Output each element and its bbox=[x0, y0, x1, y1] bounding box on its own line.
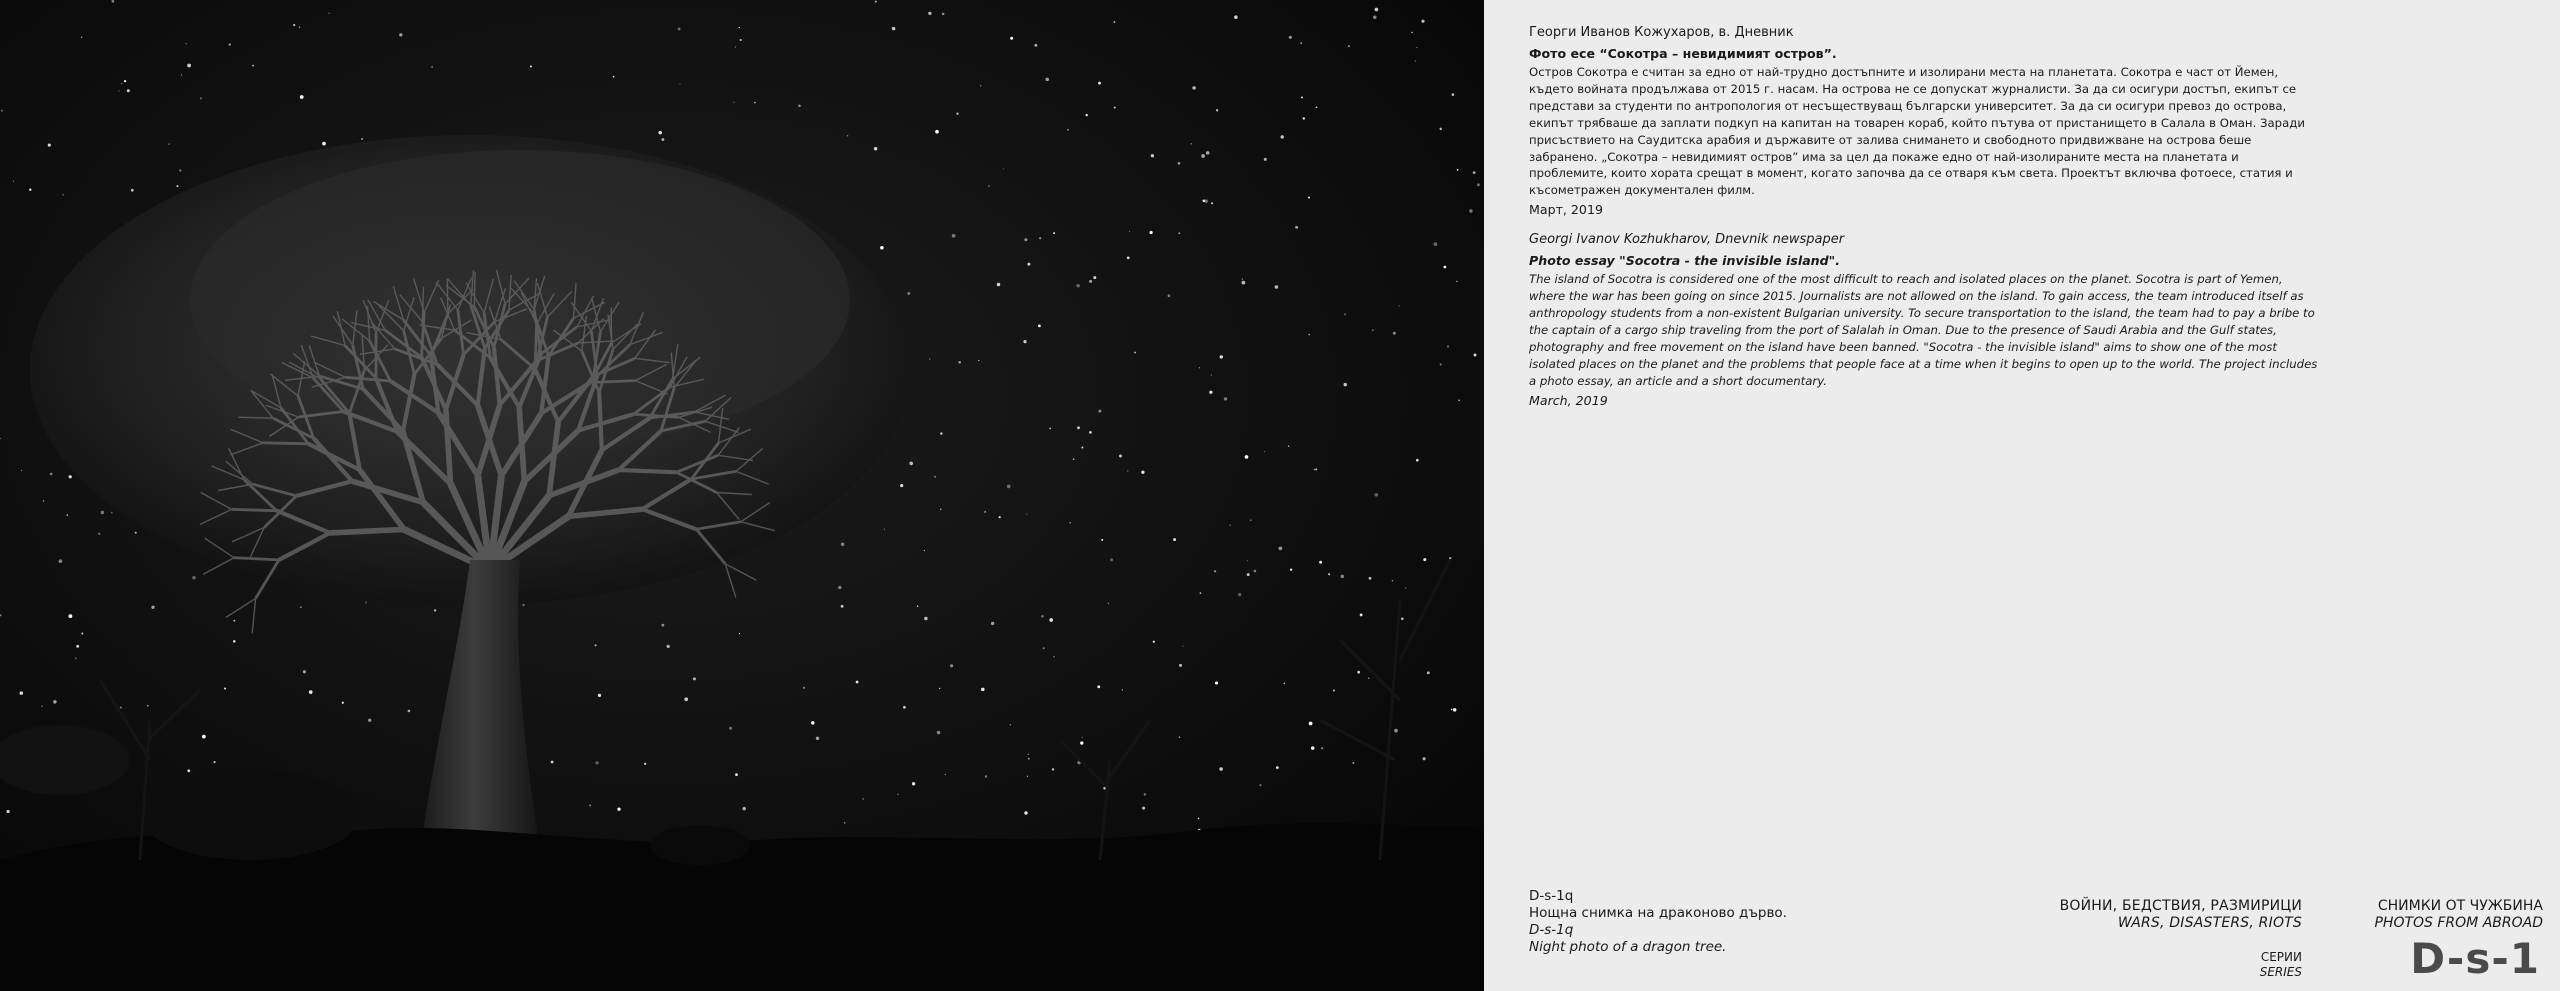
series-en: SERIES bbox=[2259, 965, 2302, 979]
essay-date-en: March, 2019 bbox=[1529, 392, 1608, 408]
category-bg: ВОЙНИ, БЕДСТВИЯ, РАЗМИРИЦИ bbox=[2059, 898, 2302, 914]
text-panel bbox=[1484, 0, 2560, 991]
caption-text-bg: Нощна снимка на драконово дърво. bbox=[1529, 905, 1787, 921]
series-label bbox=[2260, 950, 2302, 980]
series-bg: СЕРИИ bbox=[2260, 950, 2302, 964]
photo-caption bbox=[1529, 888, 1787, 956]
essay bbox=[1529, 24, 2319, 409]
caption-id-bg: D-s-1q bbox=[1529, 888, 1574, 904]
author-en: Georgi Ivanov Kozhukharov, Dnevnik newspaper bbox=[1529, 232, 1845, 248]
section-label bbox=[2374, 898, 2543, 932]
essay-title-bg: Фото есе “Сокотра – невидимият остров”. bbox=[1529, 46, 1837, 61]
section-en: PHOTOS FROM ABROAD bbox=[2374, 915, 2543, 931]
section-code: D-s-1 bbox=[2410, 934, 2540, 983]
caption-id-en: D-s-1q bbox=[1529, 922, 1574, 938]
section-bg: СНИМКИ ОТ ЧУЖБИНА bbox=[2377, 898, 2543, 914]
category-label bbox=[2060, 898, 2302, 932]
author-bg: Георги Иванов Кожухаров, в. Дневник bbox=[1529, 25, 1794, 40]
essay-title-en: Photo essay "Socotra - the invisible island". bbox=[1529, 253, 1841, 269]
essay-body-en: The island of Socotra is considered one of the most difficult to reach and isolated places on the planet. Socotra is part of Yemen, where the war has been going on since 2015. Journalists are not allowed on the island. To gain access, the team introduced itself as anthropology students from a non-existent Bulgarian university. To secure transportation to the island, the team had to pay a bribe to the captain of a cargo ship traveling from the port of Salalah in Oman. Due to the presence of Saudi Arabia and the Gulf states, photography and free movement on the island have been banned. "Socotra - the invisible island" aims to show one of the most isolated places on the planet and the problems that people face at a time when it begins to open up to the world. The project includes a photo essay, an article and a short documentary. bbox=[1529, 272, 2318, 388]
essay-body-bg: Остров Сокотра е считан за едно от най-трудно достъпните и изолирани места на планетата. Сокотра е част от Йемен, където войната продължава от 2015 г. насам. На острова не се допускат журналисти. За да си осигури достъп, екипът се представи за студенти по антропология от несъществуващ български университет. За да си осигури превоз до острова, екипът трябваше да заплати подкуп на капитан на товарен кораб, който пътува от пристанището в Салала в Оман. Заради присъствието на Саудитска арабия и държавите от залива снимането и свободното придвижване на острова беше забранено. „Сокотра – невидимият остров” има за цел да покаже едно от най-изолираните места на планетата и проблемите, които хората срещат в момент, когато започва да се отваря към света. Проектът включва фотоесе, статия и късометражен документален филм. bbox=[1529, 65, 2305, 198]
caption-text-en: Night photo of a dragon tree. bbox=[1529, 939, 1727, 955]
category-en: WARS, DISASTERS, RIOTS bbox=[2117, 915, 2302, 931]
essay-date-bg: Март, 2019 bbox=[1529, 202, 1603, 218]
